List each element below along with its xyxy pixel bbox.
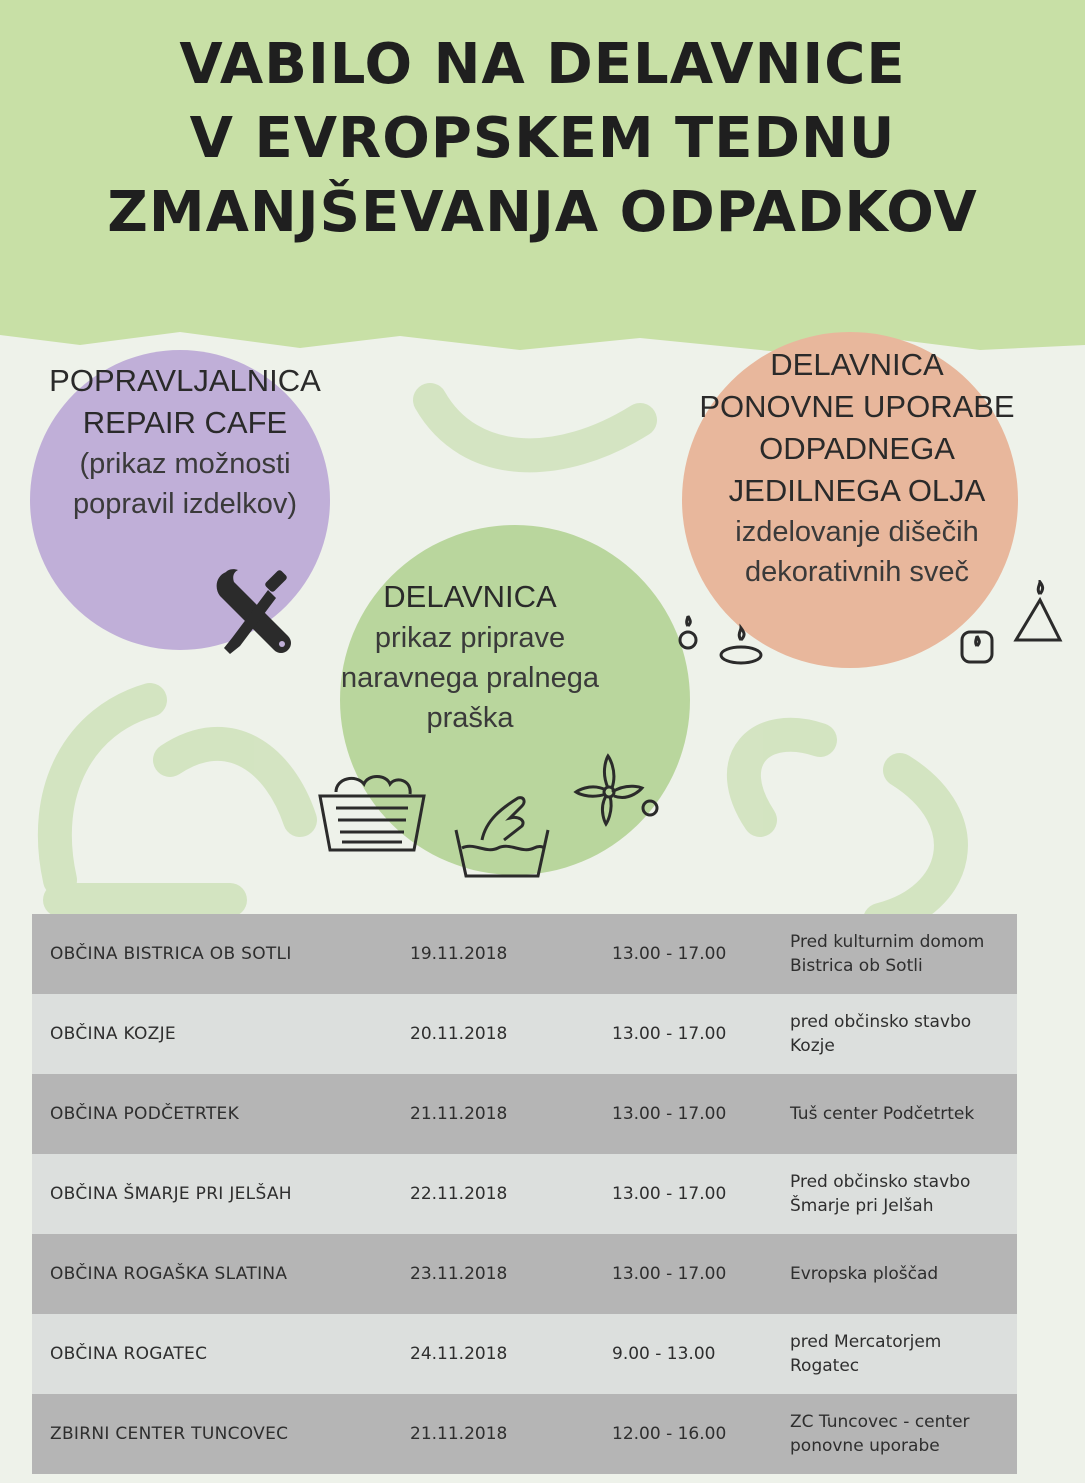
candles-icon — [676, 580, 1066, 670]
row-date: 22.11.2018 — [410, 1184, 508, 1204]
flower-icon — [572, 752, 664, 832]
row-date: 23.11.2018 — [410, 1264, 508, 1284]
row-time: 13.00 - 17.00 — [612, 944, 727, 964]
oil-desc-2: dekorativnih sveč — [744, 556, 970, 588]
row-date: 24.11.2018 — [410, 1344, 508, 1364]
row-location-line-2: Bistrica ob Sotli — [790, 956, 923, 976]
table-row — [32, 1314, 1017, 1394]
repair-heading-1: POPRAVLJALNICA — [49, 363, 321, 398]
row-location-line-2: ponovne uporabe — [790, 1436, 940, 1456]
laundry-basket-icon — [316, 768, 428, 854]
table-row — [32, 1074, 1017, 1154]
oil-desc-1: izdelovanje dišečih — [735, 516, 979, 548]
row-location-line-2: Kozje — [790, 1036, 835, 1056]
row-location — [782, 1170, 1017, 1218]
row-location — [782, 930, 1017, 978]
row-time: 12.00 - 16.00 — [612, 1424, 727, 1444]
row-time: 9.00 - 13.00 — [612, 1344, 716, 1364]
row-location-line-2: Rogatec — [790, 1356, 860, 1376]
row-location — [782, 1102, 1017, 1126]
powder-desc-3: praška — [426, 702, 514, 734]
page-title — [0, 28, 1085, 250]
table-row — [32, 994, 1017, 1074]
schedule-table — [32, 914, 1017, 1474]
row-time: 13.00 - 17.00 — [612, 1104, 727, 1124]
row-place: ZBIRNI CENTER TUNCOVEC — [50, 1424, 289, 1444]
row-location — [782, 1410, 1017, 1458]
row-date: 21.11.2018 — [410, 1424, 508, 1444]
row-time: 13.00 - 17.00 — [612, 1264, 727, 1284]
repair-cafe-workshop — [15, 360, 355, 524]
row-place: OBČINA ROGATEC — [50, 1344, 208, 1364]
row-location-line-1: pred občinsko stavbo — [790, 1012, 972, 1032]
table-row — [32, 1394, 1017, 1474]
handwash-icon — [452, 790, 552, 880]
oil-heading-2: PONOVNE UPORABE — [699, 389, 1015, 424]
row-date: 20.11.2018 — [410, 1024, 508, 1044]
table-row — [32, 914, 1017, 994]
repair-desc-2: popravil izdelkov) — [72, 488, 298, 520]
wrench-screwdriver-icon — [212, 568, 308, 660]
oil-heading-4: JEDILNEGA OLJA — [728, 473, 986, 508]
row-location-line-1: Pred občinsko stavbo — [790, 1172, 971, 1192]
row-time: 13.00 - 17.00 — [612, 1184, 727, 1204]
powder-desc-1: prikaz priprave — [374, 622, 566, 654]
powder-heading: DELAVNICA — [383, 579, 557, 614]
title-line-3: ZMANJŠEVANJA ODPADKOV — [107, 180, 978, 245]
row-location-line-2: Šmarje pri Jelšah — [790, 1196, 934, 1216]
row-place: OBČINA ROGAŠKA SLATINA — [50, 1264, 288, 1284]
row-location-line-1: Tuš center Podčetrtek — [790, 1104, 975, 1124]
row-location-line-1: Evropska ploščad — [790, 1264, 939, 1284]
row-location-line-1: pred Mercatorjem — [790, 1332, 942, 1352]
row-location-line-1: Pred kulturnim domom — [790, 932, 985, 952]
row-place: OBČINA KOZJE — [50, 1024, 176, 1044]
row-location — [782, 1330, 1017, 1378]
table-row — [32, 1234, 1017, 1314]
title-line-1: VABILO NA DELAVNICE — [179, 32, 906, 97]
row-date: 19.11.2018 — [410, 944, 508, 964]
row-date: 21.11.2018 — [410, 1104, 508, 1124]
row-time: 13.00 - 17.00 — [612, 1024, 727, 1044]
row-location — [782, 1262, 1017, 1286]
powder-workshop — [300, 576, 640, 738]
repair-heading-2: REPAIR CAFE — [82, 405, 288, 440]
oil-workshop — [672, 344, 1042, 592]
row-place: OBČINA ŠMARJE PRI JELŠAH — [50, 1184, 292, 1204]
row-place: OBČINA BISTRICA OB SOTLI — [50, 944, 292, 964]
oil-heading-3: ODPADNEGA — [759, 431, 955, 466]
table-row — [32, 1154, 1017, 1234]
row-location — [782, 1010, 1017, 1058]
row-place: OBČINA PODČETRTEK — [50, 1104, 240, 1124]
powder-desc-2: naravnega pralnega — [341, 662, 599, 694]
row-location-line-1: ZC Tuncovec - center — [790, 1412, 970, 1432]
repair-desc-1: (prikaz možnosti — [79, 448, 291, 480]
oil-heading-1: DELAVNICA — [770, 347, 944, 382]
title-line-2: V EVROPSKEM TEDNU — [189, 106, 896, 171]
